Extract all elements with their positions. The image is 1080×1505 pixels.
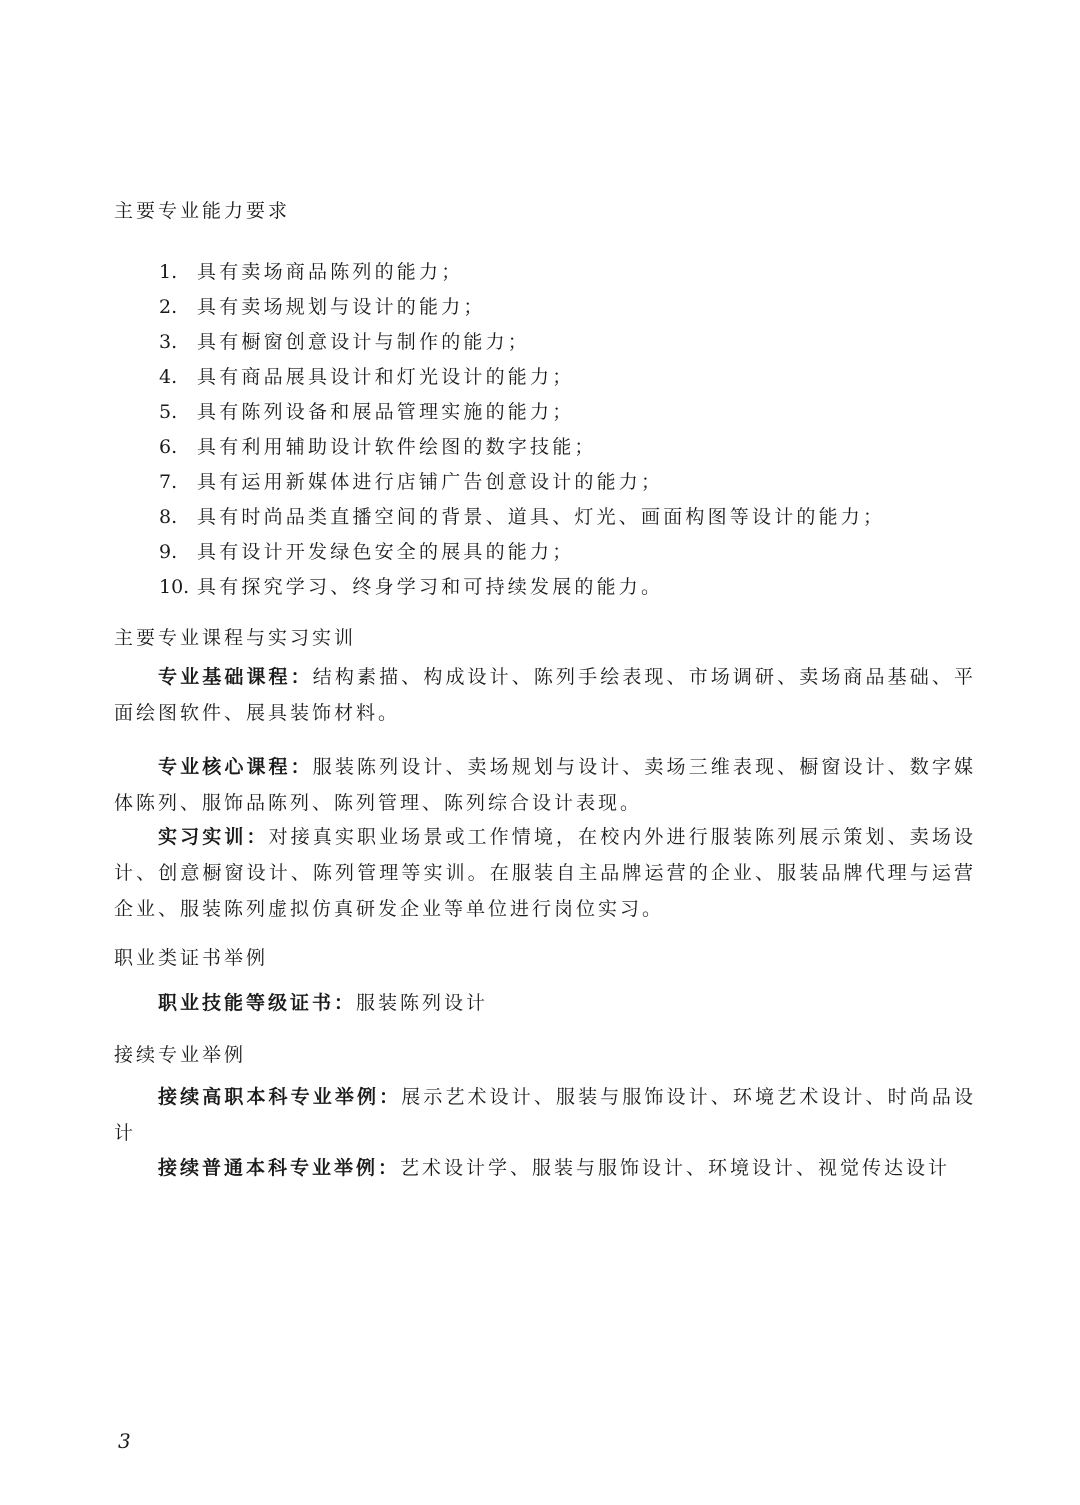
undergraduate-label: 接续普通本科专业举例： xyxy=(158,1157,401,1179)
core-courses-label: 专业核心课程： xyxy=(158,756,313,778)
internship-paragraph xyxy=(114,819,976,927)
continuation-heading: 接续专业举例 xyxy=(114,1044,247,1066)
ability-text: 具有卖场规划与设计的能力； xyxy=(197,296,486,318)
internship-label: 实习实训： xyxy=(158,826,269,848)
ability-text: 具有利用辅助设计软件绘图的数字技能； xyxy=(197,436,597,458)
ability-item xyxy=(159,292,486,319)
ability-item xyxy=(159,467,663,494)
ability-text: 具有陈列设备和展品管理实施的能力； xyxy=(197,401,575,423)
ability-text: 具有商品展具设计和灯光设计的能力； xyxy=(197,366,575,388)
ability-item xyxy=(159,362,574,389)
ability-item xyxy=(159,397,574,424)
ability-number: 7. xyxy=(159,471,178,493)
internship-text: 对接真实职业场景或工作情境，在校内外进行服装陈列展示策划、卖场设计、创意橱窗设计、陈列管理等实训。在服装自主品牌运营的企业、服装品牌代理与运营企业、服装陈列虚拟仿真研发企业等单位进行岗位实习。 xyxy=(114,826,976,920)
ability-item xyxy=(159,257,463,284)
courses-heading: 主要专业课程与实习实训 xyxy=(114,627,357,649)
ability-item xyxy=(159,432,597,459)
basic-courses-text: 结构素描、构成设计、陈列手绘表现、市场调研、卖场商品基础、平面绘图软件、展具装饰材料。 xyxy=(114,666,976,724)
ability-number: 5. xyxy=(159,401,178,423)
ability-text: 具有探究学习、终身学习和可持续发展的能力。 xyxy=(197,576,664,598)
ability-number: 10. xyxy=(159,576,190,598)
ability-text: 具有运用新媒体进行店铺广告创意设计的能力； xyxy=(197,471,664,493)
ability-item xyxy=(159,572,663,599)
ability-text: 具有设计开发绿色安全的展具的能力； xyxy=(197,541,575,563)
ability-item xyxy=(159,537,574,564)
ability-text: 具有卖场商品陈列的能力； xyxy=(197,261,464,283)
certificate-paragraph xyxy=(114,985,976,1021)
certificate-text: 服装陈列设计 xyxy=(356,992,489,1014)
ability-item xyxy=(159,502,885,529)
basic-courses-label: 专业基础课程： xyxy=(158,666,313,688)
ability-text: 具有橱窗创意设计与制作的能力； xyxy=(197,331,531,353)
undergraduate-paragraph xyxy=(114,1150,976,1186)
ability-text: 具有时尚品类直播空间的背景、道具、灯光、画面构图等设计的能力； xyxy=(197,506,886,528)
ability-number: 4. xyxy=(159,366,178,388)
ability-item xyxy=(159,327,530,354)
basic-courses-paragraph xyxy=(114,659,976,731)
higher-vocational-label: 接续高职本科专业举例： xyxy=(158,1086,402,1108)
ability-number: 6. xyxy=(159,436,178,458)
ability-number: 1. xyxy=(159,261,178,283)
undergraduate-text: 艺术设计学、服装与服饰设计、环境设计、视觉传达设计 xyxy=(400,1157,951,1179)
ability-number: 3. xyxy=(159,331,178,353)
certificate-label: 职业技能等级证书： xyxy=(158,992,357,1014)
core-courses-paragraph xyxy=(114,749,976,821)
ability-number: 9. xyxy=(159,541,178,563)
abilities-heading: 主要专业能力要求 xyxy=(114,200,291,222)
page-number: 3 xyxy=(118,1429,131,1453)
higher-vocational-paragraph xyxy=(114,1079,976,1151)
ability-number: 8. xyxy=(159,506,178,528)
higher-vocational-text: 展示艺术设计、服装与服饰设计、环境艺术设计、时尚品设计 xyxy=(114,1086,976,1144)
core-courses-text: 服装陈列设计、卖场规划与设计、卖场三维表现、橱窗设计、数字媒体陈列、服饰品陈列、陈列管理、陈列综合设计表现。 xyxy=(114,756,976,814)
certificates-heading: 职业类证书举例 xyxy=(114,947,269,969)
ability-number: 2. xyxy=(159,296,178,318)
